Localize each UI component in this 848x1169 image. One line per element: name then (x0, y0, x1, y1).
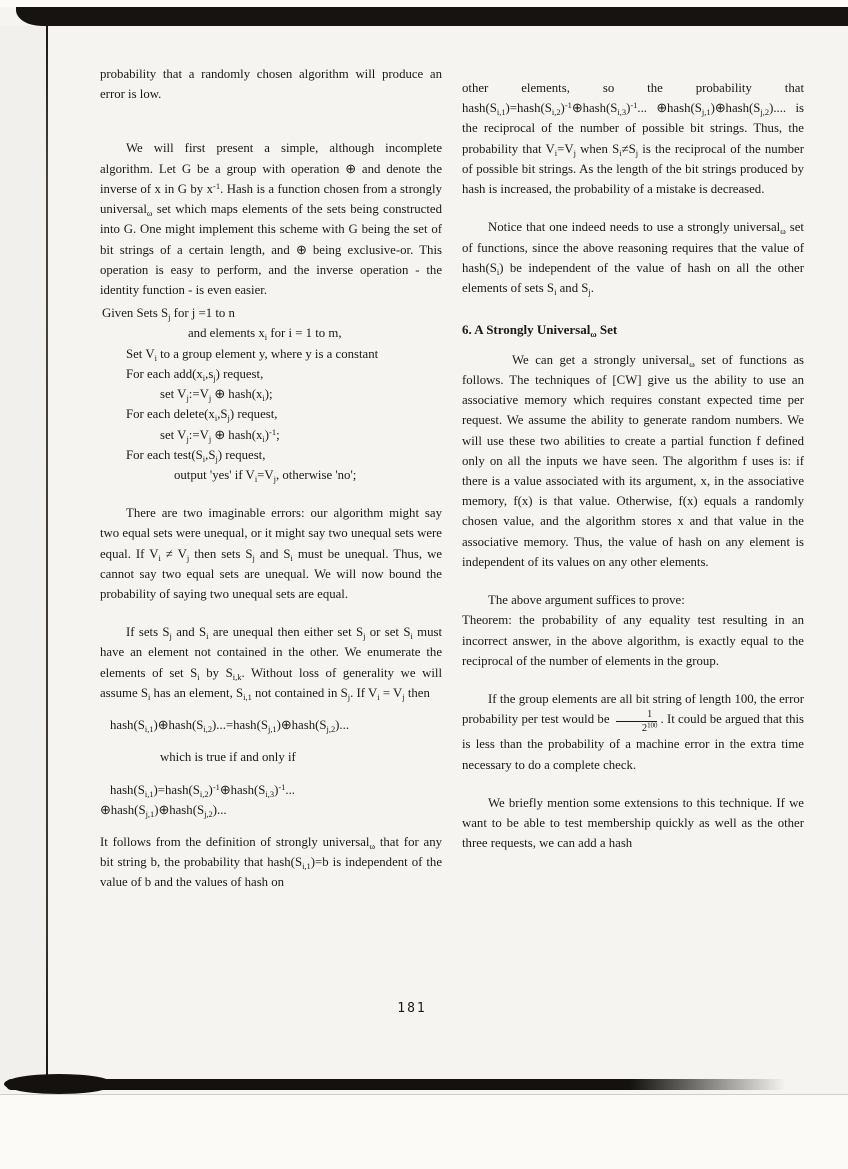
paragraph-error-probability (462, 689, 804, 775)
section-heading: 6. A Strongly Universal$_\omega$ Set (462, 322, 618, 340)
page-content (100, 64, 804, 893)
scan-edge-top-margin (0, 0, 848, 7)
formula-line: $hash(S_{i,1})=hash(S_{i,2})^{-1}\oplus hash(S_{i,3})^{-1}$... (110, 781, 295, 799)
scan-edge-top-band (16, 7, 848, 26)
paragraph-errors: There are two imaginable errors: our algorithm might say two equal sets were unequal, or it might say two unequal sets were equal. If $V_i \ne V_j$ then sets $S_j$ and $S_i$ must be unequal. Thus, we cannot say two equal sets are unequal. We will now bound the probability of saying two unequal sets are equal. (100, 506, 443, 602)
pseudocode-line: For each $delete(x_i,S_j)$ request, (126, 407, 278, 424)
pseudocode-line: and elements $x_i$ for i = 1 to m, (188, 326, 342, 343)
left-column (100, 64, 442, 893)
fraction-numerator: 1 (616, 709, 658, 722)
line-if-and-only-if: which is true if and only if (160, 750, 296, 765)
paragraph-unequal-sets: If sets $S_j$ and $S_i$ are unequal then either set $S_j$ or set $S_i$ must have an element not contained in the other. We enumerate the elements of set $S_i$ by $S_{i,k}$. Without loss of generality we will assume $S_i$ has an element, $S_{i,1}$ not contained in $S_j$. If $V_i = V_j$ then (100, 625, 443, 702)
page-number: 181 (397, 1001, 427, 1016)
formula-hash-equality: $hash(S_{i,1})\oplus hash(S_{i,2})...=hash(S_{j,1})\oplus hash(S_{j,2})$... (110, 718, 350, 735)
paragraph-intro: probability that a randomly chosen algorithm will produce an error is low. (100, 67, 442, 102)
pseudocode-line: set $V_j:=V_j$ ⊕ $hash(x_i)^{-1}$; (160, 426, 280, 444)
fraction-one-over-2-100 (616, 709, 658, 734)
paragraph-suffices: The above argument suffices to prove: (488, 593, 685, 608)
paragraph-other-elements: other elements, so the probability that $hash(S_{i,1})=hash(S_{i,2})^{-1}\oplus hash(S_{i,3})^{-1}$... $\oplus hash(S_{j,1})\oplus hash(S_{j,2})$.... is the reciprocal of the number of possible bit strings. Thus, the probability that $V_i=V_j$ when $S_i\ne S_j$ is the reciprocal of the number of possible bit strings. As the length of the bit strings produced by hash is increased, the probability of a mistake is decreased. (462, 81, 804, 197)
scan-bed-bottom-strip (0, 1094, 848, 1169)
paragraph-follows: It follows from the definition of strongly universal$_\omega$ that for any bit string b, the probability that $hash(S_{i,1})=b$ is independent of the value of b and the values of hash on (100, 835, 443, 890)
pseudocode-line: output 'yes' if $V_i=V_j$, otherwise 'no'; (174, 467, 357, 484)
pseudocode-line: set $V_j:=V_j$ ⊕ $hash(x_i)$; (160, 387, 273, 404)
pseudocode-block (100, 303, 442, 485)
paragraph-get-set: We can get a strongly universal$_\omega$ set of functions as follows. The techniques of [CW] give us the ability to use an associative memory which requires constant expected time per request. We assume the ability to generate random numbers. We will use these two abilities to create a partial function f defined only on all the inputs we have seen. The algorithm f uses is: if there is a value associated with its argument, x, in the associative memory, f(x) is that value. Otherwise, f(x) equals a randomly chosen value, and the algorithm stores x and that value in the associative memory. Thus, the value of hash on any element is independent of its values on any other elements. (462, 352, 804, 569)
formula-line: $\oplus hash(S_{j,1})\oplus hash(S_{j,2})$... (100, 802, 227, 819)
error-probability-text-before: If the group elements are all bit string of length 100, the error probability per test would be (462, 692, 804, 727)
paragraph-notice: Notice that one indeed needs to use a strongly universal$_\omega$ set of functions, since the above reasoning requires that the value of $hash(S_i)$ be independent of the value of hash on all the other elements of sets $S_i$ and $S_j$. (462, 220, 804, 297)
scan-edge-bottom-band (6, 1079, 786, 1090)
pseudocode-line: Set $V_i$ to a group element y, where y is a constant (126, 346, 379, 363)
formula-hash-inverse (100, 780, 442, 820)
error-probability-text-after: . It could be argued that this is less than the probability of a machine error in the extra time necessary to do a complete check. (462, 712, 804, 772)
paragraph-algorithm: We will first present a simple, although incomplete algorithm. Let G be a group with operation ⊕ and denote the inverse of x in G by $x^{-1}$. Hash is a function chosen from a strongly universal$_\omega$ set which maps elements of the sets being constructed into G. One might implement this scheme with G being the set of bit strings of a certain length, and ⊕ being exclusive-or. This operation is easy to perform, and the inverse operation - the identity function - is even easier. (100, 141, 442, 297)
pseudocode-line: Given Sets $S_j$ for j =1 to n (102, 306, 235, 323)
page-left-margin (0, 26, 46, 1082)
fraction-denominator: $2^{100}$ (641, 722, 658, 734)
pseudocode-line: For each $test(S_i,S_j)$ request, (126, 447, 266, 464)
page-spine-edge (46, 22, 48, 1082)
pseudocode-line: For each $add(x_i,s_j)$ request, (126, 366, 264, 383)
paragraph-extensions: We briefly mention some extensions to this technique. If we want to be able to test membership quickly as well as the other three requests, we can add a hash (462, 795, 804, 851)
paragraph-theorem: Theorem: the probability of any equality test resulting in an incorrect answer, in the above algorithm, is exactly equal to the reciprocal of the number of elements in the group. (462, 613, 804, 668)
right-column (462, 64, 804, 893)
